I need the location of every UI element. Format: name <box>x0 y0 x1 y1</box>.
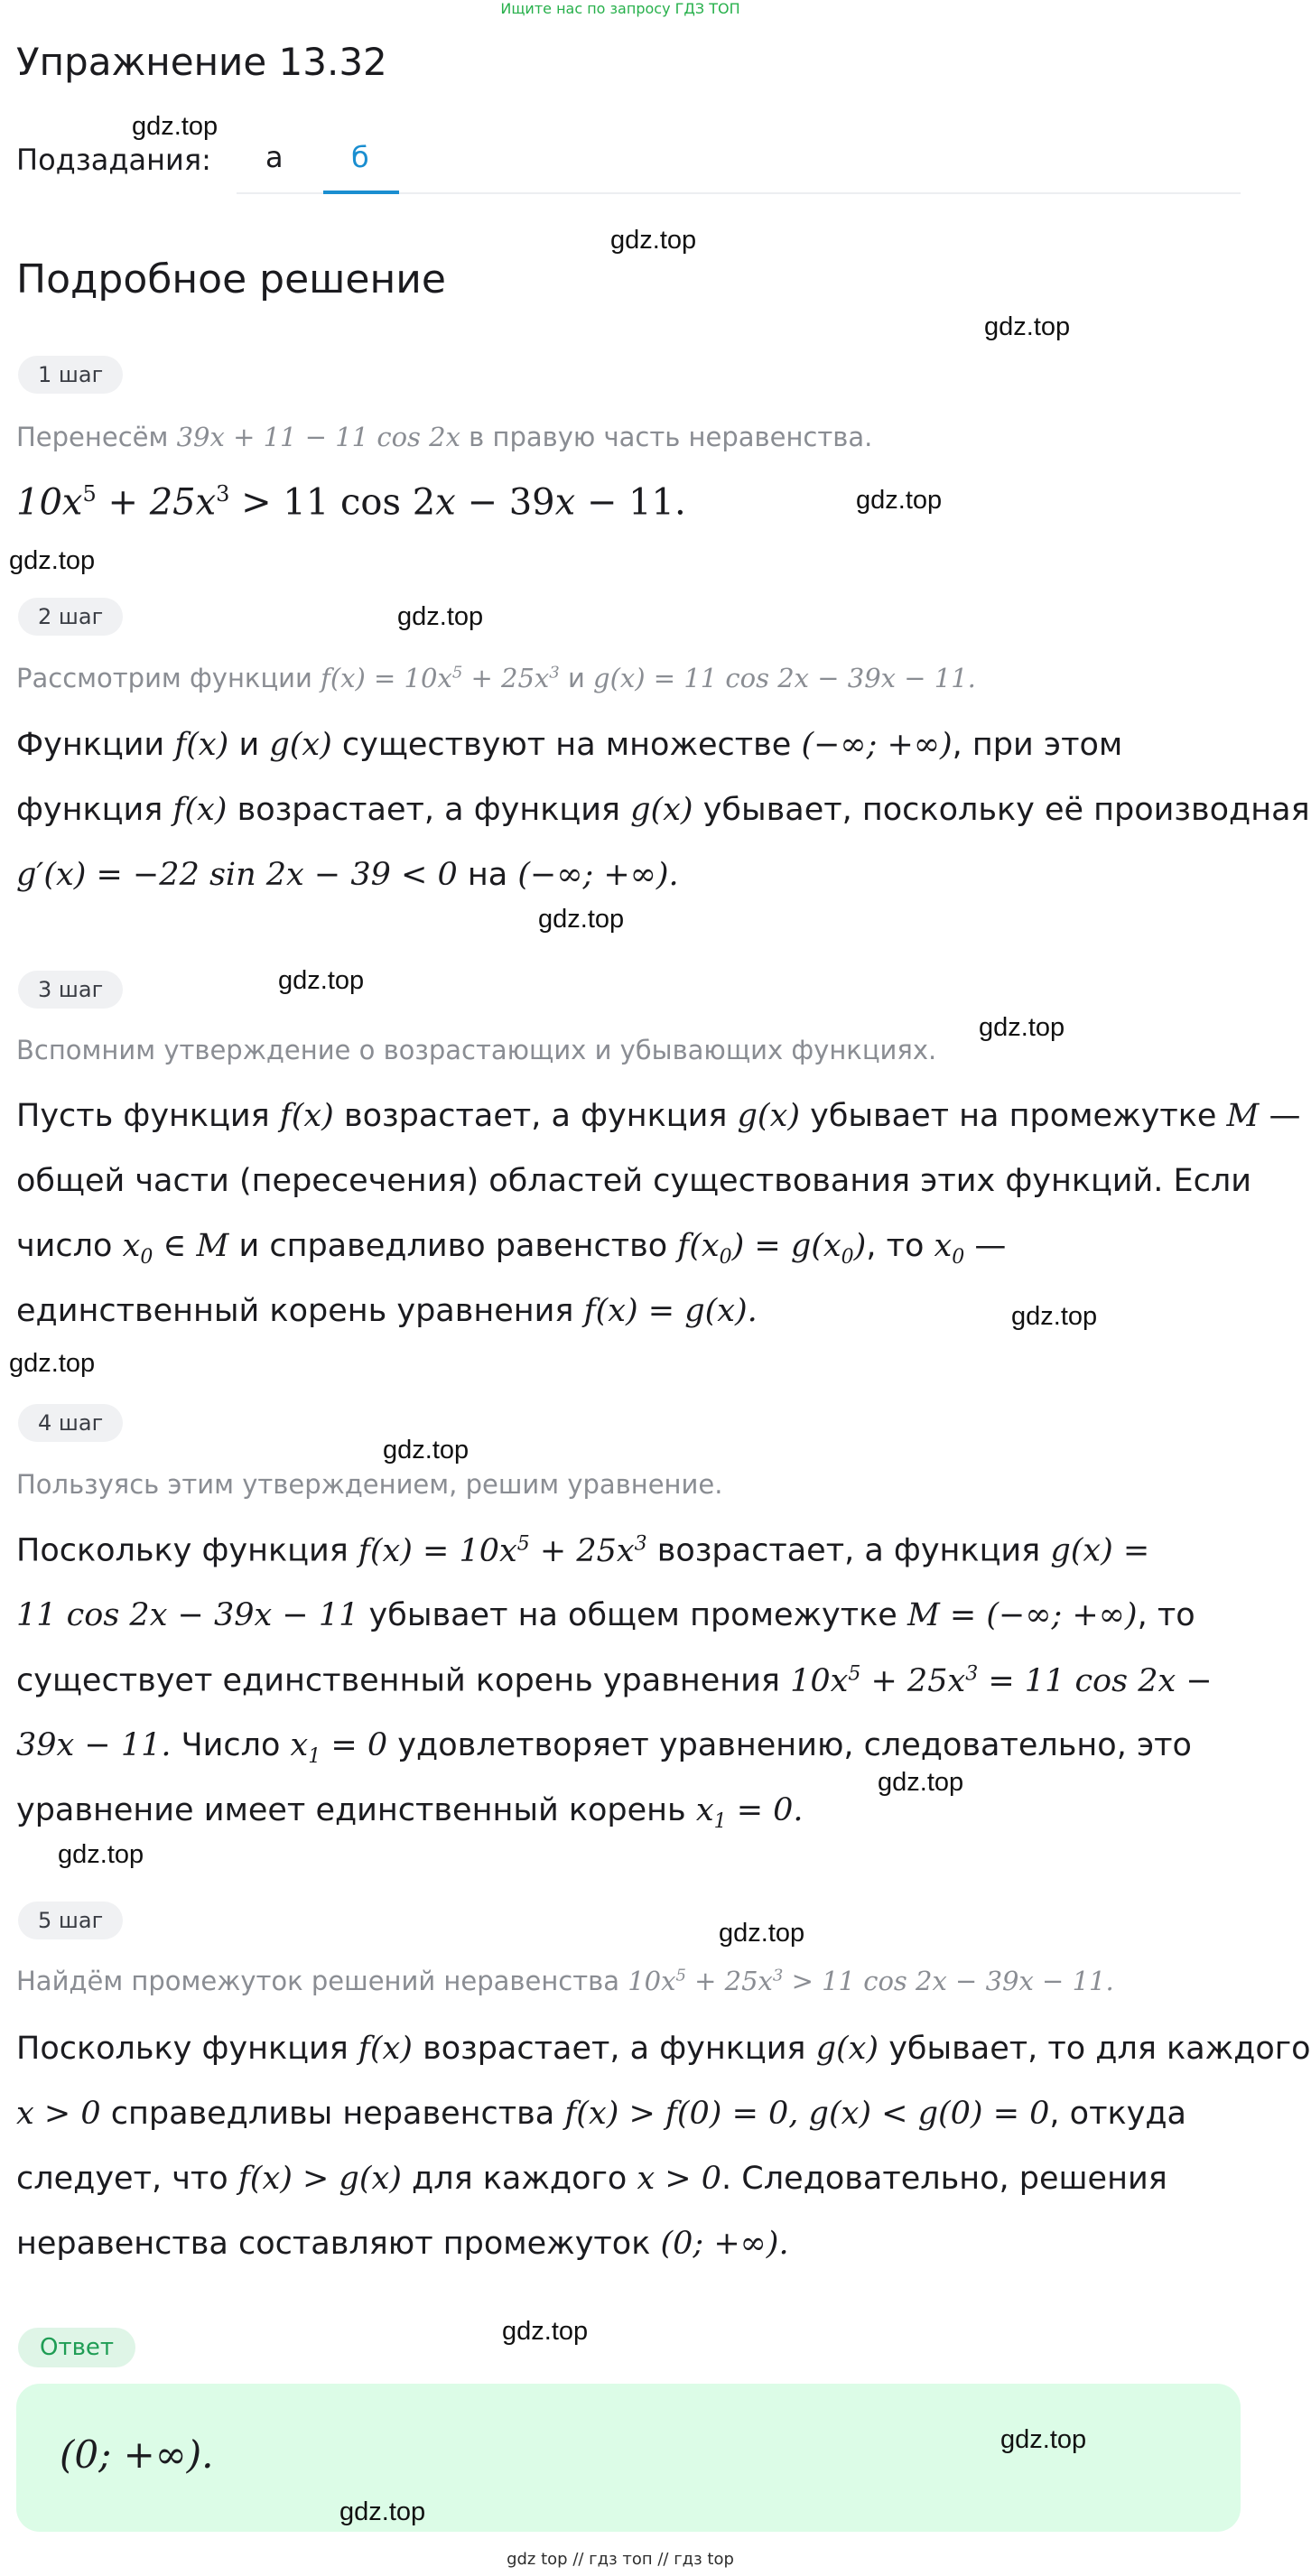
step-1-intro: Перенесём 39x + 11 − 11 cos 2x в правую часть неравенства. <box>16 422 873 452</box>
step-3-badge: 3 шаг <box>18 971 123 1009</box>
page-title: Упражнение 13.32 <box>16 40 387 84</box>
step-2-badge: 2 шаг <box>18 598 123 636</box>
watermark: gdz.top <box>1011 1302 1098 1331</box>
step-2-line-2: функция f(x) возрастает, а функция g(x) убывает, поскольку её производная <box>16 792 1310 828</box>
watermark: gdz.top <box>383 1436 470 1465</box>
watermark: gdz.top <box>984 312 1071 341</box>
watermark: gdz.top <box>58 1840 144 1869</box>
step-4-line-1: Поскольку функция $f(x) = 10x^5 + 25x^3$ возрастает, а функция g(x) = <box>16 1532 1150 1569</box>
watermark: gdz.top <box>538 905 625 934</box>
step-5-line-3: следует, что f(x) > g(x) для каждого x > 0. Следовательно, решения <box>16 2161 1167 2197</box>
watermark: gdz.top <box>9 546 96 575</box>
step-3-line-2: общей части (пересечения) областей существования этих функций. Если <box>16 1163 1252 1199</box>
footer: gdz top // гдз топ // гдз top <box>507 2550 734 2569</box>
step-5-badge: 5 шаг <box>18 1902 123 1939</box>
step-3-line-3: число $x_0$ ∈ M и справедливо равенство $f(x_0) = g(x_0)$, то $x_0$ — <box>16 1228 1007 1269</box>
step-3-line-1: Пусть функция f(x) возрастает, а функция g(x) убывает на промежутке M — <box>16 1098 1301 1134</box>
step-4-line-5: уравнение имеет единственный корень $x_1 = 0$. <box>16 1792 804 1833</box>
step-5-line-1: Поскольку функция f(x) возрастает, а функция g(x) убывает, то для каждого <box>16 2031 1311 2067</box>
step-2-line-1: Функции f(x) и g(x) существуют на множестве (−∞; +∞), при этом <box>16 727 1123 763</box>
solution-heading: Подробное решение <box>16 256 446 302</box>
step-1-badge: 1 шаг <box>18 356 123 394</box>
watermark: gdz.top <box>856 486 943 515</box>
watermark: gdz.top <box>278 966 365 995</box>
step-4-badge: 4 шаг <box>18 1404 123 1442</box>
watermark: gdz.top <box>878 1768 964 1797</box>
step-1-result: $10x^5 + 25x^3 > 11$ cos 2x − 39x − 11. <box>16 481 686 524</box>
step-2-line-3: g′(x) = −22 sin 2x − 39 < 0 на (−∞; +∞). <box>16 857 679 893</box>
subtasks-label: Подзадания: <box>16 143 211 177</box>
watermark: gdz.top <box>502 2317 589 2346</box>
watermark: gdz.top <box>339 2497 426 2526</box>
watermark: gdz.top <box>1000 2425 1087 2454</box>
step-4-line-2: 11 cos 2x − 39x − 11 убывает на общем промежутке M = (−∞; +∞), то <box>16 1597 1195 1633</box>
step-5-line-4: неравенства составляют промежуток (0; +∞). <box>16 2226 789 2262</box>
step-4-line-4: 39x − 11. Число $x_1 = 0$ удовлетворяет уравнению, следовательно, это <box>16 1727 1192 1768</box>
step-4-line-3: существует единственный корень уравнения $10x^5 + 25x^3 = 11$ cos 2x − <box>16 1662 1213 1699</box>
step-2-intro: Рассмотрим функции $f(x) = 10x^5 + 25x^3$ и g(x) = 11 cos 2x − 39x − 11. <box>16 663 976 693</box>
step-5-intro: Найдём промежуток решений неравенства $10x^5 + 25x^3 > 11$ cos 2x − 39x − 11. <box>16 1966 1114 1996</box>
watermark: gdz.top <box>979 1013 1065 1042</box>
watermark: gdz.top <box>132 112 218 141</box>
step-4-intro: Пользуясь этим утверждением, решим уравнение. <box>16 1469 723 1500</box>
tab-b[interactable]: б <box>351 140 369 174</box>
answer-value: (0; +∞). <box>60 2432 214 2477</box>
step-3-intro: Вспомним утверждение о возрастающих и убывающих функциях. <box>16 1035 937 1065</box>
answer-badge: Ответ <box>18 2328 135 2367</box>
watermark: gdz.top <box>9 1349 96 1378</box>
step-3-line-4: единственный корень уравнения f(x) = g(x). <box>16 1293 758 1329</box>
watermark: gdz.top <box>719 1919 805 1948</box>
top-banner: Ищите нас по запросу ГДЗ ТОП <box>500 0 740 17</box>
tab-active-indicator <box>323 191 399 194</box>
step-5-line-2: x > 0 справедливы неравенства f(x) > f(0) = 0, g(x) < g(0) = 0, откуда <box>16 2096 1186 2132</box>
watermark: gdz.top <box>397 602 484 631</box>
tab-a[interactable]: а <box>265 140 284 174</box>
watermark: gdz.top <box>610 226 697 255</box>
